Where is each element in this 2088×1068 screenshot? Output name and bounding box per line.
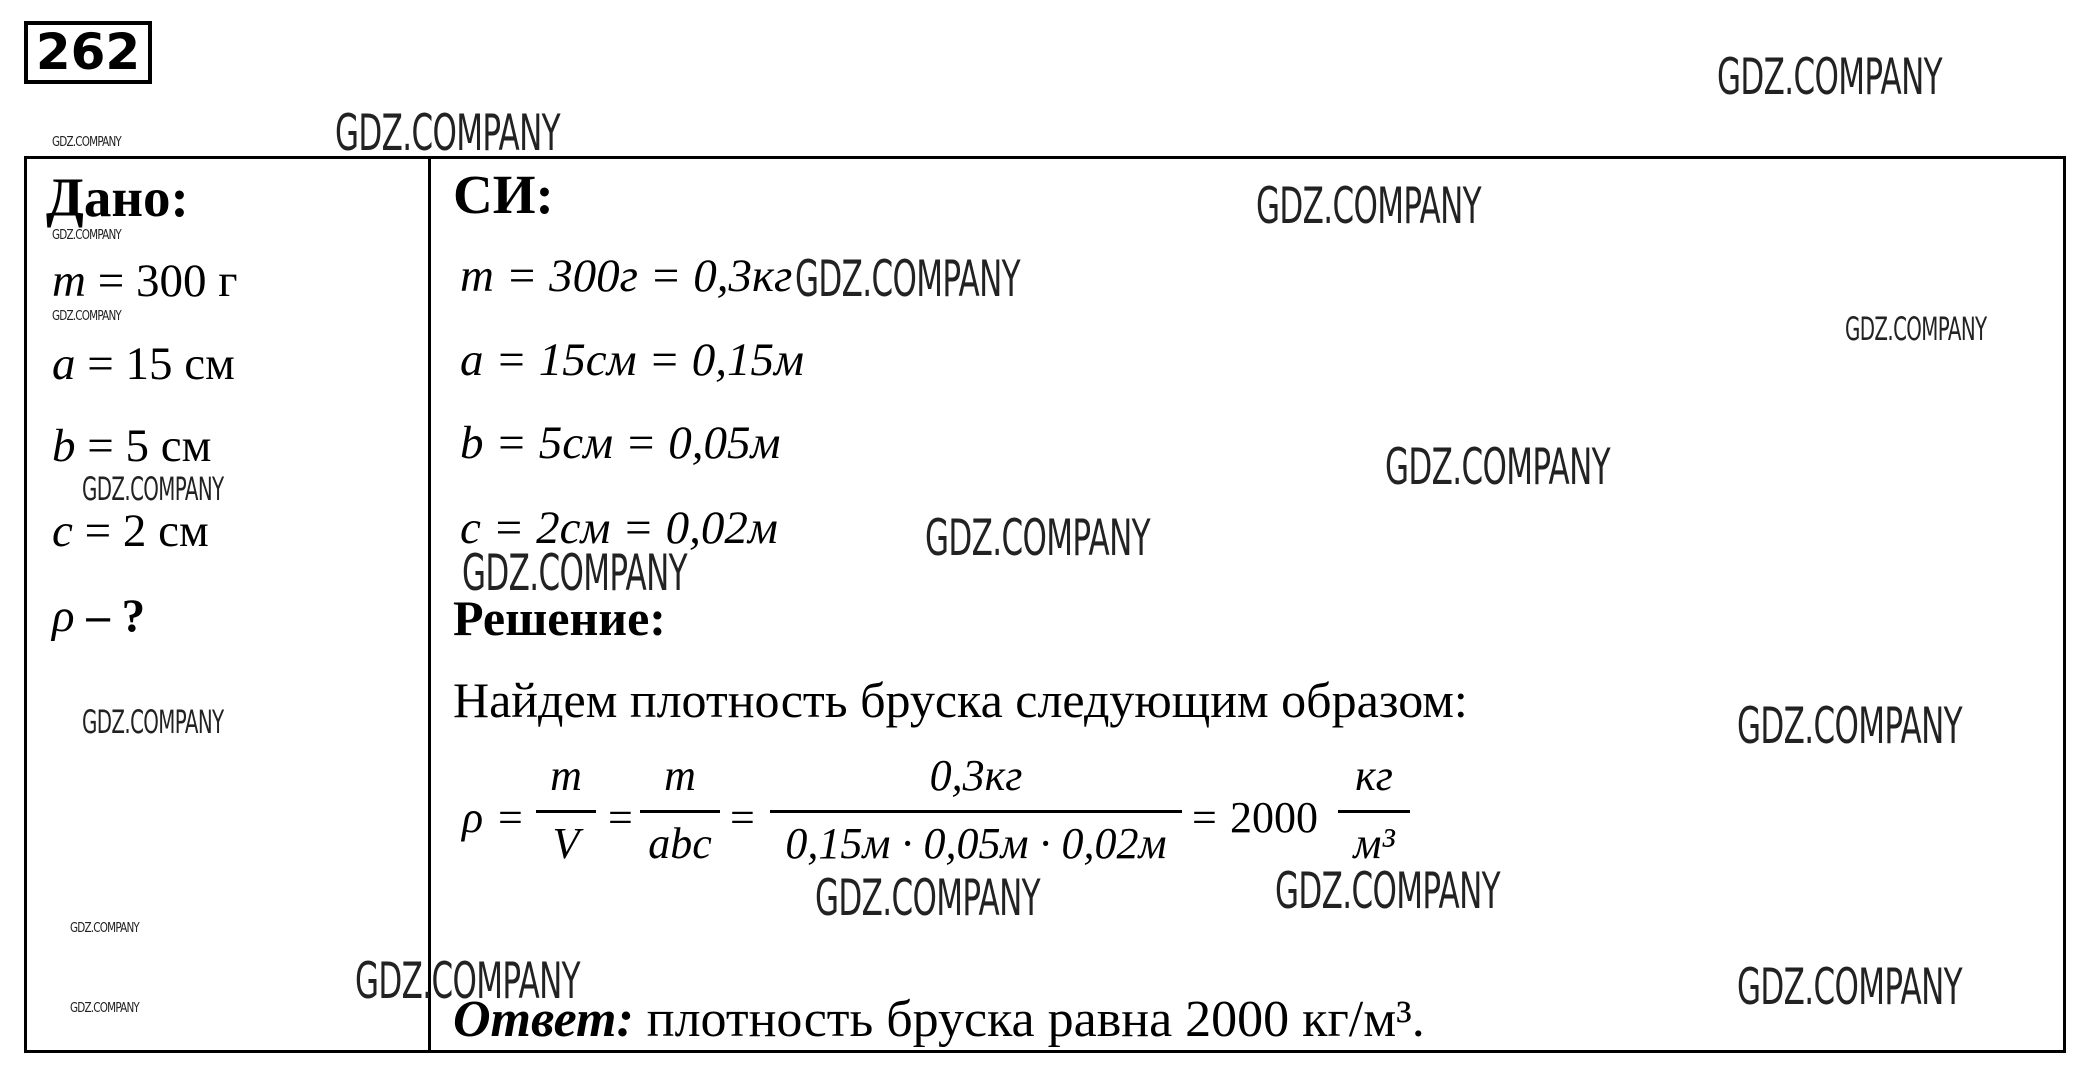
watermark: GDZ.COMPANY xyxy=(1385,438,1611,496)
answer-text: плотность бруска равна 2000 кг/м³. xyxy=(633,991,1425,1048)
fraction-denominator: 0,15м · 0,05м · 0,02м xyxy=(785,819,1167,868)
fraction-numerator: 0,3кг xyxy=(929,751,1023,800)
si-mass: m = 300г = 0,3кг xyxy=(460,250,793,302)
watermark: GDZ.COMPANY xyxy=(355,952,581,1010)
watermark: GDZ.COMPANY xyxy=(1717,48,1943,106)
fraction-m-over-v xyxy=(536,750,596,880)
answer-label: Ответ: xyxy=(453,991,634,1048)
column-divider xyxy=(428,158,431,1051)
fraction-m-over-abc xyxy=(640,750,720,880)
fraction-unit xyxy=(1338,750,1410,880)
si-length-a: a = 15см = 0,15м xyxy=(460,334,805,386)
watermark: GDZ.COMPANY xyxy=(82,703,224,741)
fraction-denominator: V xyxy=(552,819,580,868)
watermark: GDZ.COMPANY xyxy=(1275,862,1501,920)
formula-eq-4: = xyxy=(1192,793,1217,842)
fraction-denominator: м³ xyxy=(1353,819,1395,868)
formula-eq-2: = xyxy=(608,793,633,842)
given-width-b: b = 5 см xyxy=(52,420,212,472)
formula-result: 2000 xyxy=(1230,793,1318,842)
fraction-numerator: кг xyxy=(1355,751,1393,800)
si-height-c: c = 2см = 0,02м xyxy=(460,502,778,554)
formula-rho: ρ xyxy=(462,793,484,842)
fraction-numerator: m xyxy=(550,751,582,800)
watermark: GDZ.COMPANY xyxy=(70,1001,139,1016)
watermark: GDZ.COMPANY xyxy=(52,228,121,243)
si-heading: СИ: xyxy=(453,164,554,225)
problem-number: 262 xyxy=(24,21,152,84)
watermark: GDZ.COMPANY xyxy=(1737,958,1963,1016)
given-length-a: a = 15 см xyxy=(52,338,235,390)
fraction-numeric xyxy=(770,750,1182,880)
watermark: GDZ.COMPANY xyxy=(795,250,1021,308)
watermark: GDZ.COMPANY xyxy=(82,470,224,508)
watermark: GDZ.COMPANY xyxy=(1737,697,1963,755)
answer-line xyxy=(453,990,1425,1050)
watermark: GDZ.COMPANY xyxy=(52,309,121,324)
watermark: GDZ.COMPANY xyxy=(1256,177,1482,235)
watermark: GDZ.COMPANY xyxy=(462,544,688,602)
watermark: GDZ.COMPANY xyxy=(335,104,561,162)
watermark: GDZ.COMPANY xyxy=(70,921,139,936)
density-formula xyxy=(458,750,1418,880)
given-unknown-density: ρ – ? xyxy=(52,590,146,642)
formula-eq-1: = xyxy=(498,793,523,842)
solution-heading: Решение: xyxy=(453,590,666,646)
si-width-b: b = 5см = 0,05м xyxy=(460,417,781,469)
formula-eq-3: = xyxy=(730,793,755,842)
solution-table xyxy=(24,156,2066,1053)
given-height-c: c = 2 см xyxy=(52,505,209,557)
watermark: GDZ.COMPANY xyxy=(52,135,121,150)
fraction-denominator: abc xyxy=(648,819,712,868)
fraction-numerator: m xyxy=(664,751,696,800)
solution-text: Найдем плотность бруска следующим образом: xyxy=(453,672,1468,728)
watermark: GDZ.COMPANY xyxy=(925,509,1151,567)
watermark: GDZ.COMPANY xyxy=(815,869,1041,927)
given-heading: Дано: xyxy=(46,167,189,228)
given-mass: m = 300 г xyxy=(52,255,238,307)
watermark: GDZ.COMPANY xyxy=(1845,310,1987,348)
